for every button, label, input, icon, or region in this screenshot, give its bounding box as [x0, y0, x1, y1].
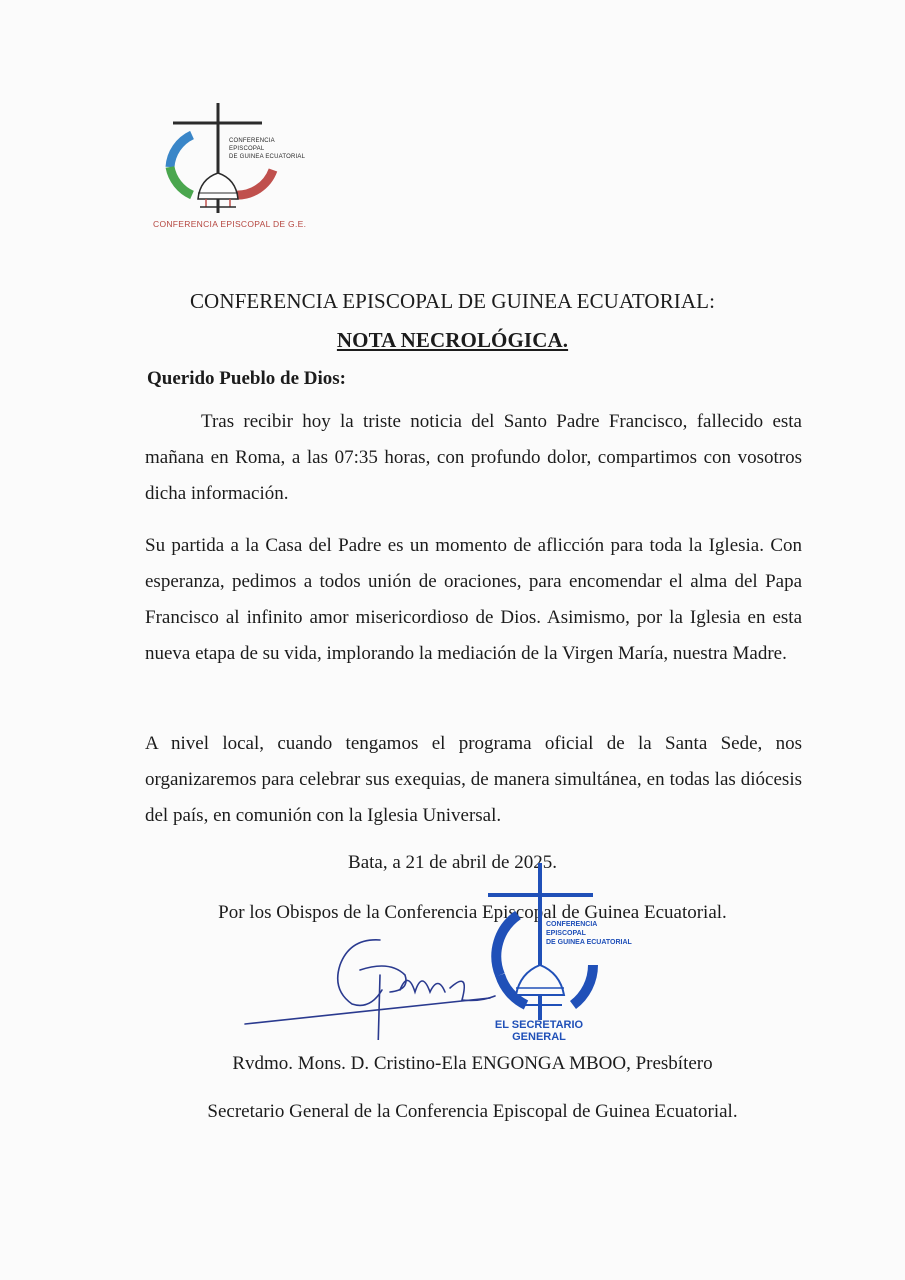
date-line: Bata, a 21 de abril de 2025.: [348, 852, 557, 873]
stamp-text-line: EPISCOPAL: [546, 930, 586, 937]
document-title: CONFERENCIA EPISCOPAL DE GUINEA ECUATORIAL:: [189, 289, 716, 313]
stamp-text-line: DE GUINEA ECUATORIAL: [546, 939, 632, 946]
stamp-label: EL SECRETARIO GENERAL: [494, 1019, 584, 1043]
logo-caption: CONFERENCIA EPISCOPAL DE G.E.: [153, 219, 307, 229]
body-paragraph-3: A nivel local, cuando tengamos el programa oficial de la Santa Sede, nos organizaremos para celebrar sus exequias, de manera simultánea, en todas las diócesis del país, en comunión con la Iglesia Universal.: [145, 733, 802, 826]
logo-text-line: EPISCOPAL: [229, 146, 265, 152]
conference-logo: [140, 95, 340, 235]
official-stamp: [478, 855, 648, 1050]
logo-small-text: [229, 137, 305, 161]
body-paragraph-2: Su partida a la Casa del Padre es un momento de aflicción para toda la Iglesia. Con esperanza, pedimos a todos unión de oraciones, para encomendar el alma del Papa Francisco al infinito amor misericordioso de Dios. Asimismo, por la Iglesia en esta nueva etapa de su vida, implorando la mediación de la Virgen María, nuestra Madre.: [145, 535, 802, 664]
salutation: Querido Pueblo de Dios:: [147, 368, 346, 389]
stamp-small-text: [546, 920, 632, 947]
cross-and-mitre-icon: [140, 95, 340, 235]
stamp-text-line: CONFERENCIA: [546, 921, 598, 928]
logo-text-line: CONFERENCIA: [229, 138, 275, 144]
signer-title: Secretario General de la Conferencia Episcopal de Guinea Ecuatorial.: [207, 1101, 738, 1122]
document-subtitle: NOTA NECROLÓGICA.: [336, 328, 569, 352]
logo-text-line: DE GUINEA ECUATORIAL: [229, 154, 306, 160]
on-behalf-line: Por los Obispos de la Conferencia Episcopal de Guinea Ecuatorial.: [218, 902, 727, 923]
body-paragraph-1: Tras recibir hoy la triste noticia del Santo Padre Francisco, fallecido esta mañana en Roma, a las 07:35 horas, con profundo dolor, compartimos con vosotros dicha información.: [145, 411, 802, 504]
signer-name: Rvdmo. Mons. D. Cristino-Ela ENGONGA MBOO, Presbítero: [232, 1053, 713, 1074]
